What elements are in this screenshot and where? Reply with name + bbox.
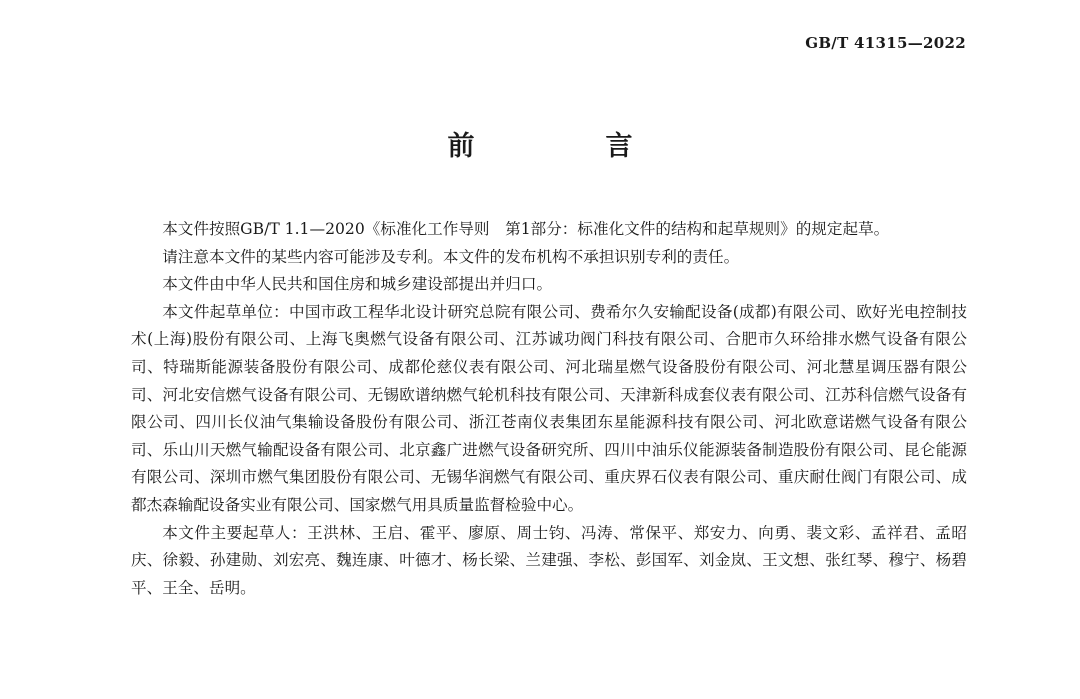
standard-code: GB/T 41315—2022 bbox=[805, 34, 966, 52]
paragraph-drafting-organizations: 本文件起草单位：中国市政工程华北设计研究总院有限公司、费希尔久安输配设备(成都)有限公司、欧好光电控制技术(上海)股份有限公司、上海飞奥燃气设备有限公司、江苏诚功阀门科技有限公司、合肥市久环给排水燃气设备有限公司、特瑞斯能源装备股份有限公司、成都伦慈仪表有限公司、河北瑞星燃气设备股份有限公司、河北慧星调压器有限公司、河北安信燃气设备有限公司、无锡欧谱纳燃气轮机科技有限公司、天津新科成套仪表有限公司、江苏科信燃气设备有限公司、四川长仪油气集输设备股份有限公司、浙江苍南仪表集团东星能源科技有限公司、河北欧意诺燃气设备有限公司、乐山川天燃气输配设备有限公司、北京鑫广进燃气设备研究所、四川中油乐仪能源装备制造股份有限公司、昆仑能源有限公司、深圳市燃气集团股份有限公司、无锡华润燃气有限公司、重庆界石仪表有限公司、重庆耐仕阀门有限公司、成都杰森输配设备实业有限公司、国家燃气用具质量监督检验中心。 bbox=[131, 302, 967, 514]
paragraph-proposer: 本文件由中华人民共和国住房和城乡建设部提出并归口。 bbox=[162, 275, 553, 294]
page-title: 前 言 bbox=[447, 131, 685, 162]
paragraph-drafters: 本文件主要起草人：王洪林、王启、霍平、廖原、周士钧、冯涛、常保平、郑安力、向勇、裴文彩、孟祥君、孟昭庆、徐毅、孙建勋、刘宏亮、魏连康、叶德才、杨长梁、兰建强、李松、彭国军、刘金岚、王文想、张红琴、穆宁、杨碧平、王全、岳明。 bbox=[131, 523, 967, 597]
paragraph-patent-notice: 请注意本文件的某些内容可能涉及专利。本文件的发布机构不承担识别专利的责任。 bbox=[162, 247, 740, 266]
document-body bbox=[131, 216, 967, 602]
paragraph-drafting-basis: 本文件按照GB/T 1.1—2020《标准化工作导则 第1部分：标准化文件的结构和起草规则》的规定起草。 bbox=[162, 220, 890, 238]
